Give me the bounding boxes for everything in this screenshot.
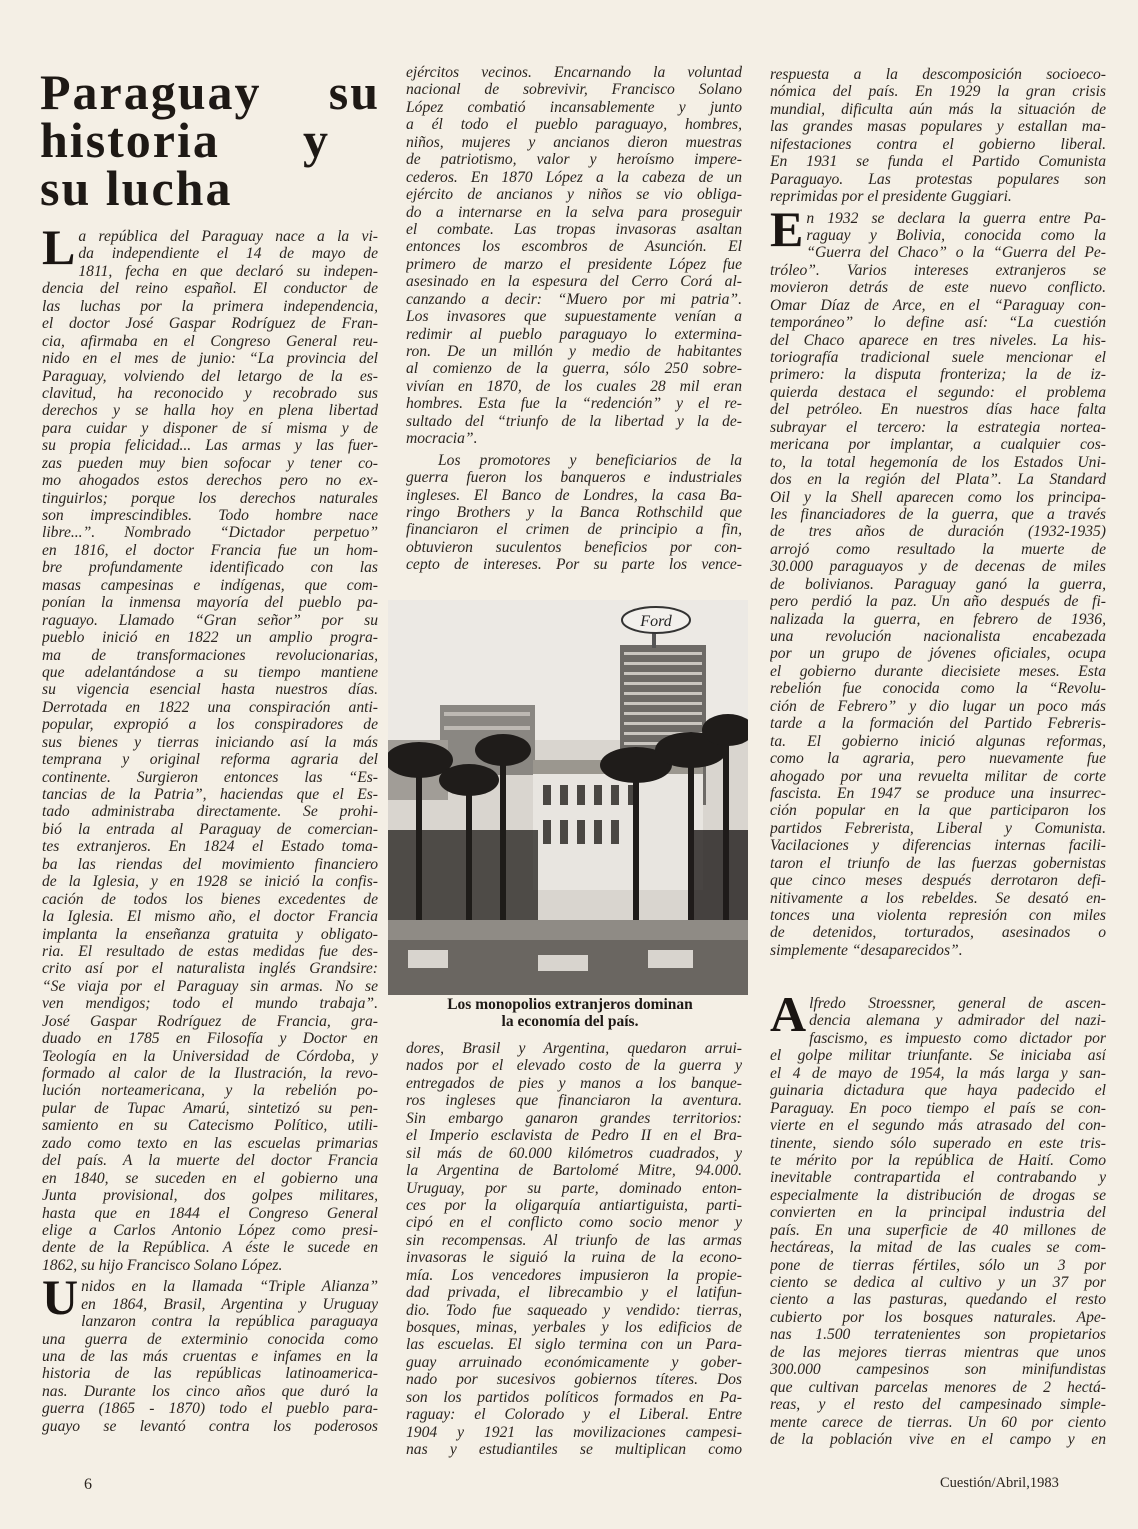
text-line: hasta que en 1844 el Congreso General (42, 1204, 378, 1222)
text-line: nacional de sobrevivir, Francisco Solano (406, 81, 742, 99)
text-line: José Gaspar Rodríguez de Francia, gra- (42, 1012, 378, 1030)
text-line: que adelantándose a su tiempo mantiene (42, 663, 378, 681)
text-line: ponían la inmensa mayoría del pueblo pa- (42, 594, 378, 612)
text-line: raguay y Bolivia, conocida como la (806, 226, 1106, 244)
text-line: redimir al pueblo paraguayo lo extermina- (406, 325, 742, 343)
column-3-bottom (770, 986, 1106, 1452)
text-line: mundial, dificulta aún más la situación de (770, 100, 1106, 118)
text-line: dos en la región del Plata”. La Standard (770, 471, 1106, 489)
text-line: nados por el elevado costo de la guerra y (406, 1057, 742, 1075)
text-line: Oil y la Shell aparecen como los principa- (770, 488, 1106, 506)
text-line: implanta la enseñanza gratuita y obligato- (42, 925, 378, 943)
text-line: dente de la República. A éste le sucede en (42, 1239, 378, 1257)
text-line: 1904 y 1921 las movilizaciones campesi- (406, 1423, 742, 1441)
text-line: nas 1.500 terratenientes son propietarios (770, 1326, 1106, 1344)
text-line: pueblo inició en 1822 un amplio progra- (42, 629, 378, 647)
text-line: el combate. Las tropas invasoras asaltan (406, 220, 742, 238)
title-line: su lucha (40, 160, 233, 216)
text-line: el golpe militar triunfante. Se iniciaba así (770, 1047, 1106, 1065)
text-line: mente carece de tierras. Un 60 por ciento (770, 1413, 1106, 1431)
text-line: sil más de 60.000 kilómetros cuadrados, y (406, 1144, 742, 1162)
text-line: “Guerra del Chaco” o la “Guerra del Pe- (806, 244, 1106, 262)
text-line: cubierto por los bosques naturales. Ape- (770, 1308, 1106, 1326)
drop-cap: U (42, 1269, 79, 1326)
text-line: da independiente el 14 de mayo de (78, 245, 378, 263)
text-line: financiaron el crimen de principio a fin, (406, 521, 742, 539)
text-line: guerra (1865 - 1870) todo el pueblo para- (42, 1400, 378, 1418)
text-line: 1862, su hijo Francisco Solano López. (42, 1256, 283, 1274)
text-line: una de las más cruentas e infames en la (42, 1348, 378, 1365)
text-line: del país. A la muerte del doctor Francia (42, 1152, 378, 1170)
text-line: pone de tierras fértiles, sólo un 3 por (770, 1256, 1106, 1274)
text-line: partidos Febrerista, Liberal y Comunista. (770, 819, 1106, 837)
text-line: guerra fueron los banqueros e industriales (406, 469, 742, 487)
text-line: ción de Febrero” y dio lugar un poco más (770, 697, 1106, 715)
text-line: de bolivianos. Paraguay ganó la guerra, (770, 575, 1106, 593)
text-line: sus bienes y tierras iniciando así la más (42, 733, 378, 751)
text-line: cepto de intereses. Por su parte los vence- (406, 556, 742, 574)
text-line: la Iglesia. El mismo año, el doctor Francia (42, 908, 378, 926)
text-line: hombres. Esta fue la “redención” y el re- (406, 395, 742, 413)
article-paragraph (42, 219, 378, 1274)
text-line: una guerra de exterminio conocida como (42, 1330, 378, 1348)
text-line: el 4 de mayo de 1954, la más larga y san- (770, 1064, 1106, 1082)
text-line: lanzaron contra la república paraguaya (81, 1313, 378, 1331)
text-line: 30.000 paraguayos y de decenas de miles (770, 558, 1106, 576)
text-line: ciento se dedica al cultivo y un 37 por (770, 1274, 1106, 1291)
text-line: bosques, minas, yerbales y los edificios de (406, 1319, 742, 1336)
text-line: vierte en el segundo más atrasado del con- (770, 1117, 1106, 1135)
ford-logo: Ford (640, 613, 672, 630)
drop-cap: L (42, 219, 76, 275)
text-line: Junta provisional, dos golpes militares, (42, 1187, 378, 1205)
text-line: primero de marzo el presidente López fue (406, 255, 742, 273)
title-line: historia y (40, 112, 330, 168)
text-line: continente. Surgieron entonces las “Es- (42, 768, 378, 786)
text-line: subrayar el tercero: la estrategia nortea- (770, 418, 1106, 436)
column-3-top (770, 66, 1106, 963)
text-line: ciento a las pasturas, quedando el resto (770, 1291, 1106, 1309)
text-line: ringo Brothers y la Banca Rothschild que (406, 503, 742, 521)
text-line: movieron detrás de este nuevo conflicto. (770, 279, 1106, 297)
text-line: nido en el mes de junio: “La provincia del (42, 350, 378, 368)
text-line: inevitable contrapartida el contrabando y (770, 1169, 1106, 1187)
text-line: Uruguay, por su parte, dominado enton- (406, 1179, 742, 1197)
text-line: toriografía tradicional suele mencionar el (770, 349, 1106, 366)
text-line: al comienzo de la guerra, sólo 250 sobre- (406, 360, 742, 378)
text-line: son los partidos políticos formados en Pa- (406, 1388, 742, 1406)
text-line: son imprescindibles. Todo hombre nace (42, 507, 378, 524)
text-line: canzando a decir: “Muero por mi patria”. (406, 290, 742, 308)
text-line: tado administraba directamente. Se prohi- (42, 803, 378, 821)
text-line: que cultivan parcelas menores de 2 hectá- (770, 1378, 1106, 1396)
text-line: historia de las repúblicas latinoamerica- (42, 1365, 378, 1383)
text-line: derechos y se halla hoy en plena libertad (42, 402, 378, 420)
text-line: en 1864, Brasil, Argentina y Uruguay (81, 1295, 378, 1313)
text-line: para cuidar y disponer de sí misma y de (42, 419, 378, 437)
text-line: libre...”. Nombrado “Dictador perpetuo” (42, 524, 378, 542)
text-line: arrojó como resultado la muerte de (770, 540, 1106, 558)
text-line: fascista. En 1947 se produce una insurrec- (770, 784, 1106, 802)
text-line: en 1816, el doctor Francia fue un hom- (42, 541, 378, 559)
text-line: nas. Durante los cinco años que duró la (42, 1382, 378, 1400)
text-line: como la agraria, pero nuevamente fue (770, 750, 1106, 768)
text-line: temporáneo” lo define así: “La cuestión (770, 314, 1106, 332)
text-line: mericana por implantar, a cualquier cos- (770, 436, 1106, 454)
text-line: cación de todos los bienes excedentes de (42, 890, 378, 908)
text-line: ingleses. El Banco de Londres, la casa Ba- (406, 486, 742, 504)
page-number: 6 (84, 1476, 92, 1493)
text-line: niños, mujeres y ancianos dieron muestras (406, 133, 742, 151)
column-2-top (406, 64, 742, 578)
text-line: ejército de ancianos y niños se vio obliga- (406, 186, 742, 204)
text-line: nitivamente a los rebeldes. Se desató en- (770, 889, 1106, 907)
text-line: samiento en su Catecismo Político, utili- (42, 1117, 378, 1135)
text-line: especialmente la distribución de drogas se (770, 1186, 1106, 1204)
text-line: dores, Brasil y Argentina, quedaron arrui- (406, 1040, 742, 1057)
text-line: tes extranjeros. En 1824 el Estado toma- (42, 838, 378, 856)
text-line: su propia felicidad... Las armas y las fuer- (42, 437, 378, 455)
text-line: sin recompensas. Al triunfo de las armas (406, 1231, 742, 1249)
text-line: n 1932 se declara la guerra entre Pa- (806, 209, 1106, 227)
text-line: ron. De un millón y medio de habitantes (406, 343, 742, 360)
text-line: por un grupo de jóvenes oficiales, ocupa (770, 645, 1106, 663)
text-line: pular de Tupac Amarú, sintetizó su pen- (42, 1099, 378, 1117)
text-line: nidos en la llamada “Triple Alianza” (81, 1278, 378, 1296)
text-line: sultado del “triunfo de la libertad y la de- (406, 412, 742, 430)
text-line: masas campesinas e indígenas, que com- (42, 576, 378, 594)
text-line: vivían en 1870, de los cuales 28 mil eran (406, 377, 742, 395)
text-line: de detenidos, torturados, asesinados o (770, 924, 1106, 942)
text-line: simplemente “desaparecidos”. (770, 941, 963, 959)
text-line: temprana y original reforma agraria del (42, 751, 378, 769)
text-line: tonces una violenta represión con miles (770, 907, 1106, 924)
text-line: cipó en el conflicto como socio menor y (406, 1214, 742, 1232)
text-line: zas pueden muy bien sofocar y tener co- (42, 454, 378, 472)
text-line: En 1931 se funda el Partido Comunista (770, 153, 1106, 171)
text-line: las luchas por la primera independencia, (42, 297, 378, 315)
text-line: dencia alemana y admirador del nazi- (809, 1012, 1106, 1030)
text-line: Vacilaciones y diferencias internas facili- (770, 837, 1106, 855)
article-paragraph (770, 200, 1106, 960)
text-line: las grandes masas populares y estallan ma- (770, 118, 1106, 136)
text-line: país. En una superficie de 40 millones de (770, 1221, 1106, 1239)
text-line: Derrotada en 1822 una conspiración anti- (42, 698, 378, 716)
text-line: Omar Díaz de Arce, en el “Paraguay con- (770, 296, 1106, 314)
drop-cap: A (770, 986, 807, 1042)
text-line: Los promotores y beneficiarios de la (438, 451, 742, 469)
text-line: duado en 1785 en Filosofía y Doctor en (42, 1030, 378, 1048)
text-line: del petróleo. En nuestros días hace falta (770, 401, 1106, 419)
text-line: reas, y el resto del campesinado simple- (770, 1396, 1106, 1414)
text-line: guinaria dictadura que haya padecido el (770, 1082, 1106, 1100)
text-line: Paraguay, volviendo del letargo de la es- (42, 367, 378, 385)
article-paragraph (406, 1040, 742, 1459)
text-line: 1811, fecha en que declaró su indepen- (78, 262, 378, 280)
caption-line: la economía del país. (501, 1013, 639, 1030)
text-line: bió la entrada al Paraguay de comercian- (42, 820, 378, 838)
text-line: te mérito por la república de Haití. Como (770, 1151, 1106, 1169)
text-line: ven mendigos; todo el mundo trabaja”. (42, 995, 378, 1013)
text-line: nifestaciones contra el gobierno liberal. (770, 135, 1106, 153)
text-line: ahogado por una revuelta militar de corte (770, 767, 1106, 785)
text-line: ros ingleses que financiaron la aventura. (406, 1092, 742, 1110)
text-line: dio. Todo fue saqueado y vendido: tierras, (406, 1301, 742, 1319)
text-line: ta. El gobierno inició algunas reformas, (770, 732, 1106, 750)
text-line: tróleo”. Varios intereses extranjeros se (770, 261, 1106, 279)
text-line: una revolución nacionalista encabezada (770, 628, 1106, 645)
text-line: tinguirlos; porque los derechos naturales (42, 489, 378, 507)
text-line: ma de transformaciones revolucionarias, (42, 646, 378, 664)
text-line: popular, expropió a los conspiradores de (42, 716, 378, 734)
text-line: les financiadores de la guerra, que a través (770, 505, 1106, 523)
text-line: el Imperio esclavista de Pedro II en el Bra- (406, 1127, 742, 1145)
text-line: dencia del reino español. El conductor de (42, 280, 378, 298)
text-line: la Argentina de Bartolomé Mitre, 94.000. (406, 1162, 742, 1180)
text-line: de las mejores tierras mientras que unos (770, 1343, 1106, 1361)
text-line: do a internarse en la selva para proseguir (406, 203, 742, 221)
text-line: ces por la oligarquía antiartiguista, parti- (406, 1196, 742, 1214)
text-line: en 1840, se suceden en el gobierno una (42, 1169, 378, 1187)
text-line: cia, afirmaba en el Congreso General reu- (42, 332, 378, 350)
text-line: cederos. En 1870 López a la cabeza de un (406, 168, 742, 186)
text-line: clavitud, ha reconocido y recobrado sus (42, 384, 378, 402)
text-line: lución norteamericana, y la rebelión po- (42, 1082, 378, 1100)
text-line: a él todo el pueblo paraguayo, hombres, (406, 116, 742, 134)
text-line: raguayo. Llamado “Gran señor” por su (42, 611, 378, 629)
text-line: lfredo Stroessner, general de ascen- (809, 995, 1106, 1012)
text-line: 300.000 campesinos son minifundistas (770, 1361, 1106, 1379)
text-line: Paraguayo. Las protestas populares son (770, 170, 1106, 188)
text-line: raguay: el Colorado y el Liberal. Entre (406, 1406, 742, 1424)
article-paragraph (406, 64, 742, 448)
text-line: dad privada, el librecambio y el latifun- (406, 1284, 742, 1302)
caption-line: Los monopolios extranjeros dominan (447, 996, 693, 1013)
text-line: entregados de pies y manos a los banque- (406, 1074, 742, 1092)
text-line: bre profundamente identificado con las (42, 559, 378, 577)
text-line: mía. Los vencedores impusieron la propie- (406, 1266, 742, 1284)
article-paragraph (42, 1269, 378, 1435)
text-line: las escuelas. El siglo termina con un Para- (406, 1336, 742, 1354)
text-line: ba las riendas del movimiento financiero (42, 855, 378, 873)
text-line: formado al calor de la Ilustración, la revo- (42, 1065, 378, 1082)
drop-cap: E (770, 200, 804, 257)
text-line: mocracia”. (406, 430, 478, 448)
text-line: reprimidas por el presidente Guggiari. (770, 188, 1012, 206)
text-line: del Chaco aparece en tres niveles. La his- (770, 331, 1106, 349)
text-line: primero: la disputa fronteriza; la de iz- (770, 366, 1106, 384)
title-line: Paraguay su (40, 64, 380, 120)
text-line: nalizada la guerra, en febrero de 1936, (770, 610, 1106, 628)
text-line: to, la total hegemonía de los Estados Uni- (770, 453, 1106, 471)
text-line: Paraguay. En poco tiempo el país se con- (770, 1099, 1106, 1117)
text-line: pero perdió la paz. Un año después de fi- (770, 593, 1106, 611)
photo-caption (400, 996, 740, 1030)
text-line: crito así por el naturalista inglés Grandsire: (42, 960, 378, 978)
text-line: rebelión fue conocida como la “Revolu- (770, 680, 1106, 698)
text-line: quierda destaca el segundo: el problema (770, 383, 1106, 401)
text-line: su vigencia esencial hasta nuestros días. (42, 681, 378, 699)
text-line: de patriotismo, valor y heroísmo impere- (406, 151, 742, 169)
text-line: invasoras le siguió la ruina de la econo- (406, 1249, 742, 1267)
text-line: elige a Carlos Antonio López como presi- (42, 1221, 378, 1239)
city-photo-image (388, 600, 748, 995)
text-line: nado por sucesivos gobiernos títeres. Dos (406, 1371, 742, 1389)
text-line: ción popular en la que participaron los (770, 802, 1106, 820)
text-line: mo ahogados estos derechos pero no ex- (42, 472, 378, 490)
article-title (40, 64, 380, 216)
text-line: a república del Paraguay nace a la vi- (78, 228, 378, 245)
text-line: zado como texto en las escuelas primarias (42, 1134, 378, 1152)
text-line: “Se viaja por el Paraguay sin armas. No se (42, 977, 378, 995)
text-line: hectáreas, la mitad de las cuales se com- (770, 1239, 1106, 1257)
article-paragraph (406, 452, 742, 574)
text-line: tancias de la Patria”, haciendas que el Es- (42, 786, 378, 803)
text-line: nómica del país. En 1929 la gran crisis (770, 83, 1106, 101)
text-line: obtuvieron suculentos beneficios por con- (406, 538, 742, 556)
text-line: Sin embargo ganaron grandes territorios: (406, 1109, 742, 1127)
text-line: asesinado en la espesura del Cerro Corá al- (406, 273, 742, 291)
column-2-bottom (406, 1040, 742, 1463)
text-line: entonces los escombros de Asunción. El (406, 238, 742, 256)
text-line: taron el triunfo de las fuerzas gobernistas (770, 854, 1106, 872)
text-line: guay arruinado económicamente y gober- (406, 1353, 742, 1371)
text-line: ria. El resultado de estas medidas fue des- (42, 942, 378, 960)
article-paragraph (770, 66, 1106, 206)
article-paragraph (770, 986, 1106, 1448)
text-line: fascismo, es impuesto como dictador por (809, 1029, 1106, 1047)
text-line: de tres años de duración (1932-1935) (770, 523, 1106, 541)
text-line: tinente, siendo sólo superado en este tris- (770, 1134, 1106, 1152)
text-line: tarde a la formación del Partido Febreris- (770, 715, 1106, 733)
text-line: ejércitos vecinos. Encarnando la voluntad (406, 64, 742, 81)
text-line: guayo se levantó contra los poderosos (42, 1417, 378, 1435)
text-line: que cinco meses después derrotaron defi- (770, 872, 1106, 890)
text-line: de la Iglesia, y en 1928 se inició la confis- (42, 873, 378, 891)
text-line: Teología en la Universidad de Córdoba, y (42, 1047, 378, 1065)
publication-footer: Cuestión/Abril,1983 (940, 1475, 1059, 1491)
text-line: de la población vive en el campo y en (770, 1430, 1106, 1448)
text-line: López combatió incansablemente y junto (406, 98, 742, 116)
text-line: el gobierno durante diecisiete meses. Esta (770, 662, 1106, 680)
text-line: el doctor José Gaspar Rodríguez de Fran- (42, 315, 378, 333)
text-line: respuesta a la descomposición socioeco- (770, 66, 1106, 83)
text-line: Los invasores que supuestamente venían a (406, 308, 742, 326)
column-1 (42, 219, 378, 1439)
text-line: convierten en la principal industria del (770, 1204, 1106, 1222)
article-photo (388, 600, 748, 995)
text-line: nas y estudiantiles se multiplican como (406, 1441, 742, 1459)
